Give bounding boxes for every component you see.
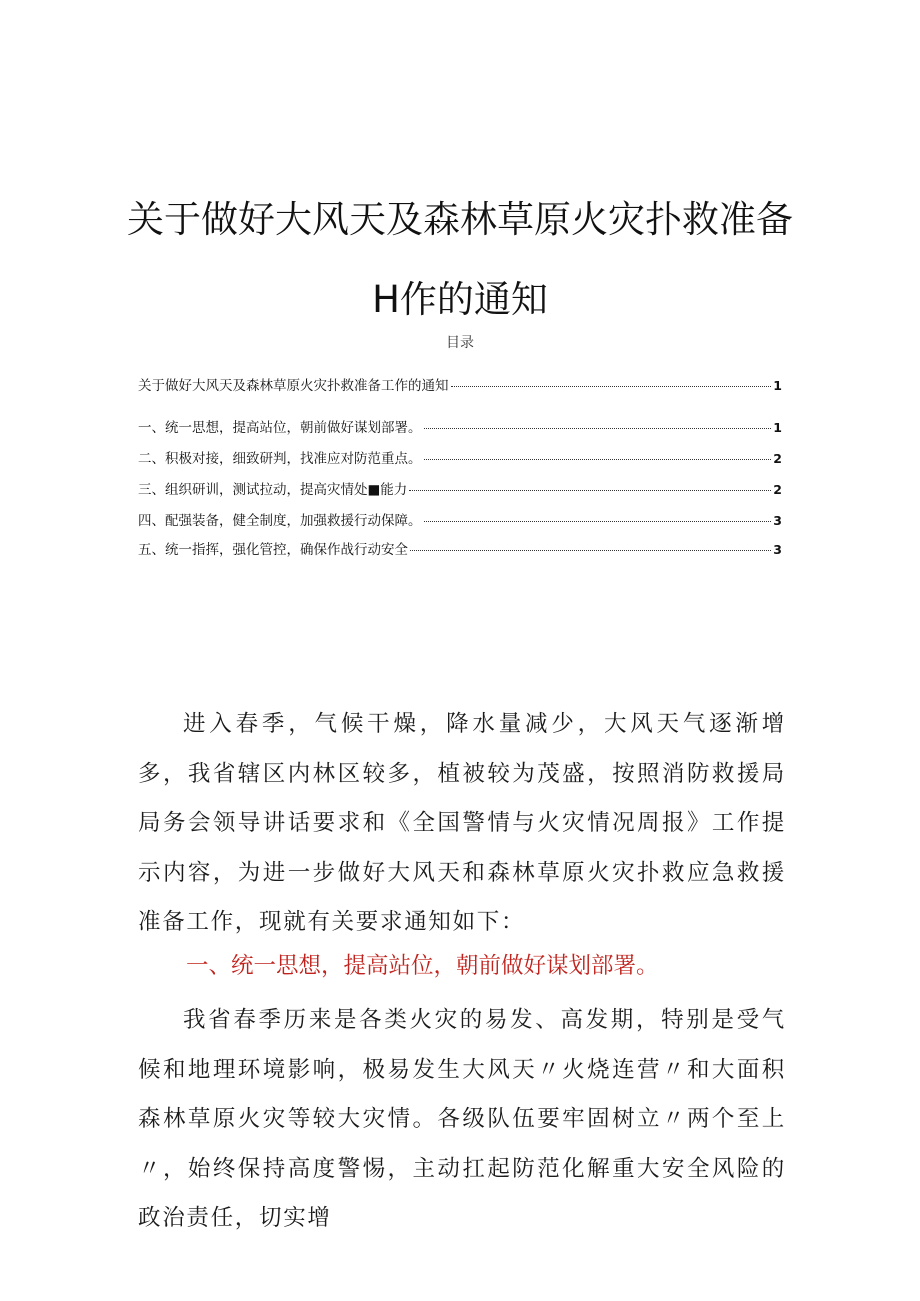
toc-entry-text: 四、配强装备，健全制度，加强救援行动保障。 [138,513,422,529]
document-title-line-1: 关于做好大风天及森林草原火灾扑救准备 [127,197,793,241]
intro-paragraph: 进入春季，气候干燥，降水量减少，大风天气逐渐增多，我省辖区内林区较多，植被较为茂盛，按照消防救援局局务会领导讲话要求和《全国警情与火灾情况周报》工作提示内容，为进一步做好大风天和森林草原火灾扑救应急救援准备工作，现就有关要求通知如下： [138,711,786,935]
toc-entry-text: 二、积极对接，细致研判，找准应对防范重点。 [138,451,422,467]
toc-entry-text: 三、组织研训，测试拉动，提高灾情处■能力 [138,482,408,498]
toc-entry-page: 2 [773,482,782,497]
toc-entry-page: 1 [773,420,782,435]
section-1-paragraph: 我省春季历来是各类火灾的易发、高发期，特别是受气候和地理环境影响，极易发生大风天〃火烧连营〃和大面积森林草原火灾等较大灾情。各级队伍要牢固树立〃两个至上〃，始终保持高度警惕，主动扛起防范化解重大安全风险的政治责任，切实增 [138,1007,786,1231]
toc-leader-dots [424,521,772,522]
toc-entry-section-5[interactable] [138,538,782,558]
toc-entry-section-3[interactable] [138,478,782,498]
toc-entry-text: 一、统一思想，提高站位，朝前做好谋划部署。 [138,420,422,436]
toc-leader-dots [409,490,771,491]
toc-entry-page: 2 [773,451,782,466]
toc-entry-section-4[interactable] [138,509,782,529]
toc-entry-section-2[interactable] [138,447,782,467]
document-title-line-2: H作的通知 [372,277,548,321]
toc-leader-dots [410,550,771,551]
section-1-heading: 一、统一思想，提高站位，朝前做好谋划部署。 [186,953,659,979]
toc-entry-main[interactable] [138,374,782,394]
toc-leader-dots [451,386,772,387]
toc-entry-section-1[interactable] [138,416,782,436]
toc-entry-page: 3 [773,542,782,557]
toc-entry-page: 1 [773,378,782,393]
toc-entry-page: 3 [773,513,782,528]
toc-entry-text: 五、统一指挥，强化管控，确保作战行动安全 [138,542,408,558]
toc-leader-dots [424,428,772,429]
toc-leader-dots [424,459,772,460]
toc-heading: 目录 [446,335,474,351]
toc-entry-text: 关于做好大风天及森林草原火灾扑救准备工作的通知 [138,378,449,394]
